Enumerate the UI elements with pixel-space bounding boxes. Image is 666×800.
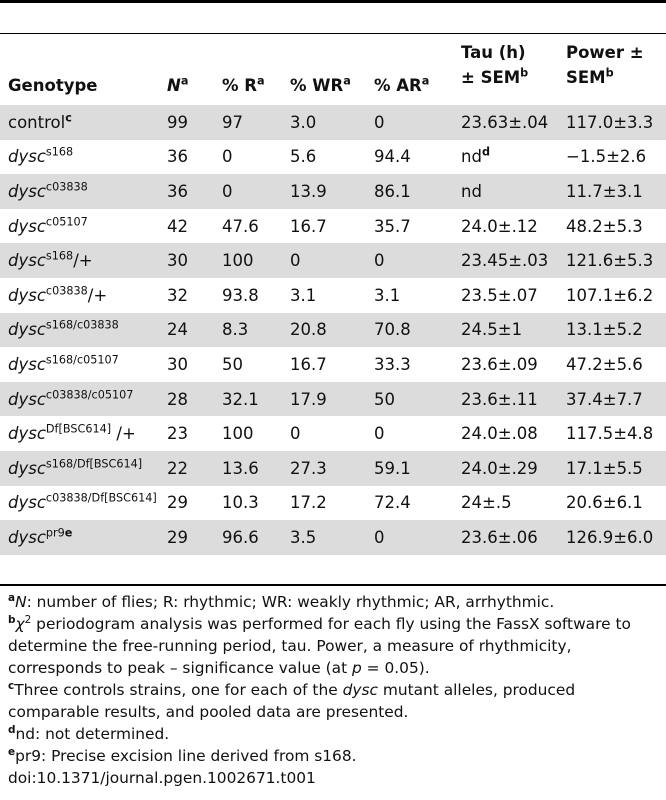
cell-percent-wr: 0 xyxy=(282,243,366,278)
header-power: Power ± $SEM^b$ xyxy=(566,43,644,87)
table-body xyxy=(0,105,666,555)
cell-n: 23 xyxy=(167,424,188,444)
table-row xyxy=(0,209,666,244)
cell-genotype: dysc$^{s168}$ xyxy=(8,145,74,167)
table-row xyxy=(0,347,666,382)
cell-percent-ar: 33.3 xyxy=(374,354,411,374)
table-row xyxy=(0,520,666,555)
cell-power: 20.6±6.1 xyxy=(566,493,643,513)
cell-n: 29 xyxy=(159,520,214,555)
cell-power: 117.5±4.8 xyxy=(566,424,654,444)
cell-percent-wr: 3.1 xyxy=(290,285,317,305)
cell-percent-wr: 17.2 xyxy=(290,493,327,513)
table-row xyxy=(0,174,666,209)
cell-percent-ar: 50 xyxy=(366,382,453,417)
cell-percent-wr: 16.7 xyxy=(290,354,327,374)
cell-tau: 23.45±.03 xyxy=(453,243,558,278)
cell-percent-r: 100 xyxy=(214,243,282,278)
cell-percent-ar: 3.1 xyxy=(374,285,401,305)
cell-tau: 23.63±.04 xyxy=(453,105,558,140)
cell-n: 36 xyxy=(167,147,188,167)
table-row xyxy=(0,243,666,278)
header-percent-wr: % $WR^a$ xyxy=(290,74,351,95)
cell-genotype: dysc$^{c03838/c05107}$ xyxy=(0,382,159,417)
header-tau: Tau (h) ± $SEM^b$ xyxy=(461,43,529,87)
cell-power: 107.1±6.2 xyxy=(566,285,654,305)
cell-percent-ar: 86.1 xyxy=(366,174,453,209)
cell-n: 36 xyxy=(159,174,214,209)
cell-percent-r: 0 xyxy=(214,174,282,209)
cell-power: 121.6±5.3 xyxy=(558,243,666,278)
cell-percent-ar: 70.8 xyxy=(366,313,453,348)
cell-power: 11.7±3.1 xyxy=(558,174,666,209)
cell-percent-ar: 35.7 xyxy=(374,216,411,236)
header-n: $N^a$ xyxy=(167,74,189,95)
cell-percent-wr: 5.6 xyxy=(290,147,317,167)
cell-power: 37.4±7.7 xyxy=(558,382,666,417)
cell-percent-wr: 27.3 xyxy=(282,451,366,486)
footnote-a: $^a$N: number of flies; R: rhythmic; WR: weakly rhythmic; AR, arrhythmic. xyxy=(8,591,555,611)
cell-power: −1.5±2.6 xyxy=(566,147,647,167)
cell-percent-ar: 0 xyxy=(366,520,453,555)
cell-power: 117.0±3.3 xyxy=(558,105,666,140)
cell-power: 48.2±5.3 xyxy=(566,216,643,236)
table-row xyxy=(0,382,666,417)
cell-n: 32 xyxy=(167,285,188,305)
cell-tau: 23.6±.11 xyxy=(453,382,558,417)
cell-percent-r: 93.8 xyxy=(222,285,259,305)
cell-tau: $nd^d$ xyxy=(461,145,490,167)
cell-percent-ar: 0 xyxy=(374,424,385,444)
cell-tau: 23.5±.07 xyxy=(461,285,538,305)
cell-power: 17.1±5.5 xyxy=(558,451,666,486)
cell-power: 47.2±5.6 xyxy=(566,354,643,374)
cell-percent-wr: 13.9 xyxy=(282,174,366,209)
cell-percent-ar: 72.4 xyxy=(374,493,411,513)
results-table xyxy=(0,105,666,555)
table-footnotes xyxy=(8,591,660,789)
cell-power: 126.9±6.0 xyxy=(558,520,666,555)
footnote-c: $^c$Three controls strains, one for each of the dysc mutant alleles, produced comparable results, and pooled data are presented. xyxy=(8,679,576,721)
header-percent-r: % $R^a$ xyxy=(222,74,265,95)
cell-percent-ar: 0 xyxy=(366,105,453,140)
table-row xyxy=(0,278,666,313)
header-percent-ar: % $AR^a$ xyxy=(374,74,430,95)
cell-percent-ar: 59.1 xyxy=(366,451,453,486)
cell-tau: 23.6±.06 xyxy=(453,520,558,555)
cell-tau: nd xyxy=(453,174,558,209)
cell-percent-r: 47.6 xyxy=(222,216,259,236)
cell-percent-r: 32.1 xyxy=(214,382,282,417)
cell-tau: 24.5±1 xyxy=(453,313,558,348)
cell-n: 30 xyxy=(167,354,188,374)
cell-tau: 24.0±.08 xyxy=(461,424,538,444)
cell-tau: 24±.5 xyxy=(461,493,512,513)
cell-genotype: dysc$^{s168/Df[BSC614]}$ xyxy=(0,451,159,486)
table-header xyxy=(0,34,666,105)
cell-percent-wr: 3.0 xyxy=(282,105,366,140)
cell-genotype: dysc$^{s168/c03838}$ xyxy=(0,313,159,348)
table-row xyxy=(0,486,666,521)
cell-percent-r: 100 xyxy=(222,424,254,444)
cell-percent-r: 8.3 xyxy=(214,313,282,348)
footnote-d: $^d$nd: not determined. xyxy=(8,723,170,743)
cell-genotype: dysc$^{Df[BSC614]}$ /+ xyxy=(8,422,136,444)
cell-percent-wr: 17.9 xyxy=(282,382,366,417)
cell-percent-ar: 0 xyxy=(366,243,453,278)
cell-n: 99 xyxy=(159,105,214,140)
cell-percent-r: 50 xyxy=(222,354,243,374)
cell-n: 30 xyxy=(159,243,214,278)
table-row xyxy=(0,105,666,140)
table-row xyxy=(0,451,666,486)
table-row xyxy=(0,313,666,348)
cell-percent-r: 10.3 xyxy=(222,493,259,513)
cell-genotype: dysc$^{c05107}$ xyxy=(8,215,88,236)
doi: doi:10.1371/journal.pgen.1002671.t001 xyxy=(8,769,316,787)
footnote-b: $^b\chi^2$ periodogram analysis was performed for each fly using the FassX software to determine the free-running period, tau. Power, a measure of rhythmicity, corresponds to peak – significance value (at p = 0.05). xyxy=(8,613,631,677)
cell-n: 28 xyxy=(159,382,214,417)
cell-tau: 23.6±.09 xyxy=(461,354,538,374)
cell-tau: 24.0±.12 xyxy=(461,216,538,236)
cell-percent-r: 0 xyxy=(222,147,233,167)
footer-rule xyxy=(0,584,666,586)
footnote-e: $^e$pr9: Precise excision line derived from s168. xyxy=(8,745,357,765)
table-row xyxy=(0,416,666,451)
top-rule xyxy=(0,0,666,3)
cell-n: 24 xyxy=(159,313,214,348)
cell-percent-r: 96.6 xyxy=(214,520,282,555)
cell-percent-wr: 3.5 xyxy=(282,520,366,555)
cell-genotype: dysc$^{pr9e}$ xyxy=(0,520,159,555)
cell-tau: 24.0±.29 xyxy=(453,451,558,486)
cell-power: 13.1±5.2 xyxy=(558,313,666,348)
cell-genotype: dysc$^{s168}$/+ xyxy=(0,243,159,278)
cell-percent-r: 13.6 xyxy=(214,451,282,486)
cell-percent-wr: 16.7 xyxy=(290,216,327,236)
cell-n: 22 xyxy=(159,451,214,486)
cell-genotype: dysc$^{c03838}$/+ xyxy=(8,284,108,305)
cell-n: 29 xyxy=(167,493,188,513)
cell-percent-wr: 0 xyxy=(290,424,301,444)
cell-percent-r: 97 xyxy=(214,105,282,140)
cell-percent-wr: 20.8 xyxy=(282,313,366,348)
cell-n: 42 xyxy=(167,216,188,236)
cell-genotype: dysc$^{c03838/Df[BSC614]}$ xyxy=(8,491,157,513)
cell-genotype: control$^c$ xyxy=(0,105,159,140)
cell-genotype: dysc$^{s168/c05107}$ xyxy=(8,353,119,374)
header-genotype: Genotype xyxy=(8,76,98,95)
cell-genotype: dysc$^{c03838}$ xyxy=(0,174,159,209)
cell-percent-ar: 94.4 xyxy=(374,147,411,167)
table-row xyxy=(0,140,666,175)
